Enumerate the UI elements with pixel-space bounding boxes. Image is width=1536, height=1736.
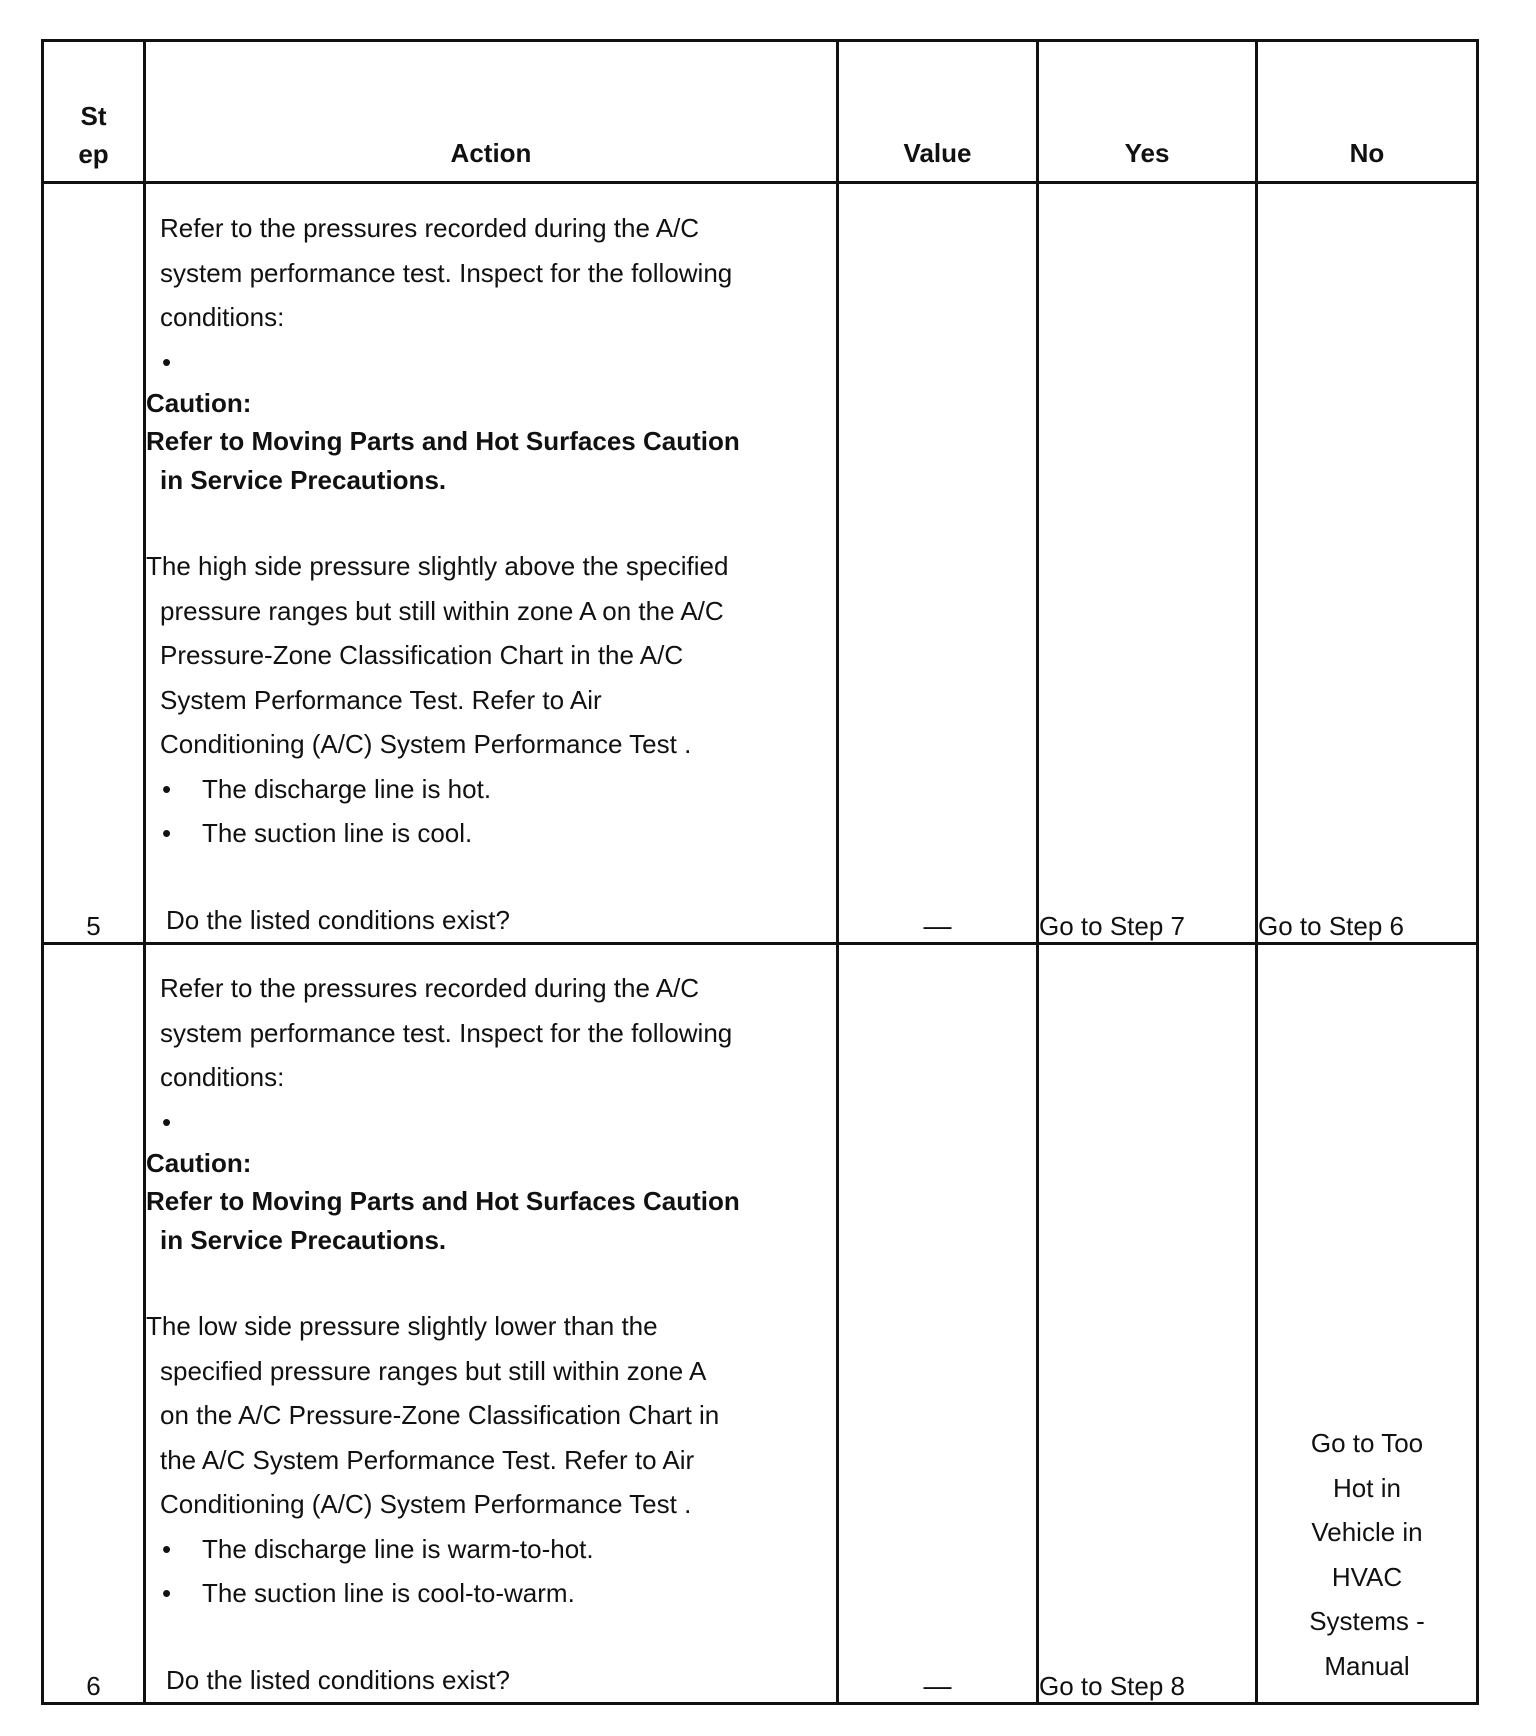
step-number: 6 bbox=[43, 944, 145, 1704]
caution-title: Caution: bbox=[146, 1148, 252, 1178]
condition-line: Pressure-Zone Classification Chart in the A/C bbox=[160, 640, 684, 670]
table-row bbox=[43, 944, 1478, 1704]
condition-line: The low side pressure slightly lower than the bbox=[146, 1311, 658, 1341]
action-intro-line: system performance test. Inspect for the following bbox=[160, 257, 733, 288]
action-cell bbox=[145, 944, 838, 1704]
header-step: St ep bbox=[43, 41, 145, 183]
header-action: Action bbox=[145, 41, 838, 183]
list-item: • The discharge line is warm-to-hot. bbox=[162, 1533, 594, 1564]
action-intro-line: Refer to the pressures recorded during the A/C bbox=[160, 973, 700, 1003]
list-item: • The suction line is cool. bbox=[162, 818, 473, 848]
condition-line: the A/C System Performance Test. Refer to Air bbox=[160, 1444, 695, 1475]
list-item: • The discharge line is hot. bbox=[162, 773, 492, 804]
condition-line: Conditioning (A/C) System Performance Test . bbox=[160, 1489, 692, 1519]
question: Do the listed conditions exist? bbox=[166, 904, 510, 935]
action-intro-line: Refer to the pressures recorded during the A/C bbox=[160, 213, 700, 243]
empty-bullet: • bbox=[162, 1106, 172, 1137]
list-item: • The suction line is cool-to-warm. bbox=[162, 1578, 575, 1608]
condition-line: pressure ranges but still within zone A on the A/C bbox=[160, 595, 724, 626]
condition-line: Conditioning (A/C) System Performance Test . bbox=[160, 729, 692, 759]
no-cell: Go to Too Hot in Vehicle in HVAC Systems - Manual bbox=[1257, 944, 1478, 1704]
condition-line: specified pressure ranges but still within zone A bbox=[160, 1355, 707, 1386]
header-value: Value bbox=[838, 41, 1038, 183]
empty-bullet: • bbox=[162, 346, 172, 377]
caution-title: Caution: bbox=[146, 388, 252, 418]
caution-text: Refer to Moving Parts and Hot Surfaces Caution in Service Precautions. bbox=[146, 426, 740, 495]
action-intro-line: system performance test. Inspect for the following bbox=[160, 1017, 733, 1048]
action-intro-line: conditions: bbox=[160, 302, 285, 332]
yes-cell: Go to Step 8 bbox=[1038, 944, 1257, 1704]
action-intro-line: conditions: bbox=[160, 1062, 285, 1092]
header-yes: Yes bbox=[1038, 41, 1257, 183]
header-row bbox=[43, 41, 1478, 183]
no-cell: Go to Step 6 bbox=[1257, 183, 1478, 944]
question: Do the listed conditions exist? bbox=[166, 1664, 510, 1695]
action-cell bbox=[145, 183, 838, 944]
table-row bbox=[43, 183, 1478, 944]
condition-line: on the A/C Pressure-Zone Classification Chart in bbox=[160, 1400, 720, 1430]
condition-line: System Performance Test. Refer to Air bbox=[160, 684, 602, 715]
value-cell: — bbox=[838, 183, 1038, 944]
caution-text: Refer to Moving Parts and Hot Surfaces Caution in Service Precautions. bbox=[146, 1186, 740, 1255]
yes-cell: Go to Step 7 bbox=[1038, 183, 1257, 944]
step-number: 5 bbox=[43, 183, 145, 944]
header-no: No bbox=[1257, 41, 1478, 183]
diagnostic-table bbox=[41, 39, 1479, 1705]
value-cell: — bbox=[838, 944, 1038, 1704]
condition-line: The high side pressure slightly above the specified bbox=[146, 551, 729, 581]
